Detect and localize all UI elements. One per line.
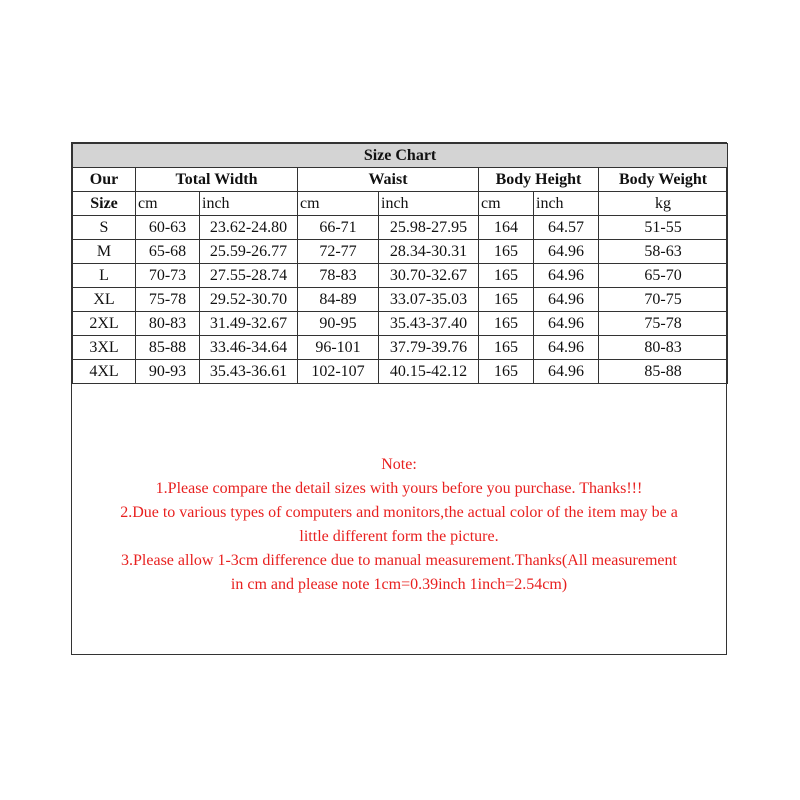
body-weight-cell: 65-70: [599, 264, 728, 288]
total-width-inch-cell: 29.52-30.70: [200, 288, 298, 312]
waist-cm-cell: 84-89: [298, 288, 379, 312]
header-body-weight: Body Weight: [599, 168, 728, 192]
note-line: in cm and please note 1cm=0.39inch 1inch=2.54cm): [230, 576, 568, 593]
body-height-cm-cell: 165: [479, 240, 534, 264]
waist-cm-cell: 66-71: [298, 216, 379, 240]
total-width-cm-cell: 85-88: [136, 336, 200, 360]
waist-cm-cell: 96-101: [298, 336, 379, 360]
waist-inch-cell: 30.70-32.67: [379, 264, 479, 288]
total-width-cm-cell: 90-93: [136, 360, 200, 384]
waist-inch-cell: 25.98-27.95: [379, 216, 479, 240]
body-height-cm-cell: 165: [479, 288, 534, 312]
body-height-inch-cell: 64.96: [534, 360, 599, 384]
size-chart-table: [72, 143, 728, 384]
header-body-height: Body Height: [479, 168, 599, 192]
total-width-cm-cell: 80-83: [136, 312, 200, 336]
size-cell: 4XL: [73, 360, 136, 384]
waist-cm-cell: 78-83: [298, 264, 379, 288]
size-chart-panel: [71, 142, 727, 655]
total-width-inch-cell: 31.49-32.67: [200, 312, 298, 336]
body-weight-cell: 58-63: [599, 240, 728, 264]
waist-inch-cell: 28.34-30.31: [379, 240, 479, 264]
body-height-inch-cell: 64.96: [534, 336, 599, 360]
total-width-inch-cell: 33.46-34.64: [200, 336, 298, 360]
header-total-width: Total Width: [136, 168, 298, 192]
body-height-inch-cell: 64.57: [534, 216, 599, 240]
note-heading: Note:: [381, 456, 417, 473]
body-height-inch-cell: 64.96: [534, 264, 599, 288]
table-title: Size Chart: [73, 144, 728, 168]
total-width-inch-cell: 27.55-28.74: [200, 264, 298, 288]
body-height-cm-cell: 165: [479, 360, 534, 384]
size-cell: XL: [73, 288, 136, 312]
body-height-cm-cell: 165: [479, 312, 534, 336]
table-row: [73, 312, 728, 336]
body-weight-cell: 80-83: [599, 336, 728, 360]
table-row: [73, 240, 728, 264]
total-width-cm-cell: 60-63: [136, 216, 200, 240]
body-height-cm-cell: 165: [479, 264, 534, 288]
header-size: Size: [73, 192, 136, 216]
table-row: [73, 264, 728, 288]
table-row: [73, 216, 728, 240]
note-line: little different form the picture.: [299, 528, 499, 545]
body-height-inch-cell: 64.96: [534, 240, 599, 264]
waist-inch-cell: 40.15-42.12: [379, 360, 479, 384]
body-height-cm-cell: 164: [479, 216, 534, 240]
unit-total-width-cm: cm: [136, 192, 200, 216]
unit-body-height-inch: inch: [534, 192, 599, 216]
total-width-inch-cell: 25.59-26.77: [200, 240, 298, 264]
waist-inch-cell: 37.79-39.76: [379, 336, 479, 360]
note-line: 3.Please allow 1-3cm difference due to manual measurement.Thanks(All measurement: [121, 552, 677, 569]
body-height-inch-cell: 64.96: [534, 288, 599, 312]
total-width-cm-cell: 65-68: [136, 240, 200, 264]
size-cell: L: [73, 264, 136, 288]
unit-waist-cm: cm: [298, 192, 379, 216]
body-height-cm-cell: 165: [479, 336, 534, 360]
waist-inch-cell: 33.07-35.03: [379, 288, 479, 312]
table-row: [73, 288, 728, 312]
total-width-cm-cell: 75-78: [136, 288, 200, 312]
total-width-inch-cell: 35.43-36.61: [200, 360, 298, 384]
total-width-cm-cell: 70-73: [136, 264, 200, 288]
notes-block: [72, 453, 726, 597]
header-our: Our: [73, 168, 136, 192]
body-weight-cell: 70-75: [599, 288, 728, 312]
size-cell: S: [73, 216, 136, 240]
size-cell: 3XL: [73, 336, 136, 360]
unit-body-height-cm: cm: [479, 192, 534, 216]
total-width-inch-cell: 23.62-24.80: [200, 216, 298, 240]
body-weight-cell: 75-78: [599, 312, 728, 336]
unit-body-weight-kg: kg: [599, 192, 728, 216]
waist-cm-cell: 102-107: [298, 360, 379, 384]
size-cell: M: [73, 240, 136, 264]
body-weight-cell: 85-88: [599, 360, 728, 384]
table-row: [73, 360, 728, 384]
table-row: [73, 336, 728, 360]
body-weight-cell: 51-55: [599, 216, 728, 240]
unit-waist-inch: inch: [379, 192, 479, 216]
unit-total-width-inch: inch: [200, 192, 298, 216]
note-line: 1.Please compare the detail sizes with yours before you purchase. Thanks!!!: [155, 480, 643, 497]
header-waist: Waist: [298, 168, 479, 192]
size-cell: 2XL: [73, 312, 136, 336]
waist-inch-cell: 35.43-37.40: [379, 312, 479, 336]
body-height-inch-cell: 64.96: [534, 312, 599, 336]
waist-cm-cell: 90-95: [298, 312, 379, 336]
note-line: 2.Due to various types of computers and monitors,the actual color of the item may be a: [120, 504, 678, 521]
waist-cm-cell: 72-77: [298, 240, 379, 264]
